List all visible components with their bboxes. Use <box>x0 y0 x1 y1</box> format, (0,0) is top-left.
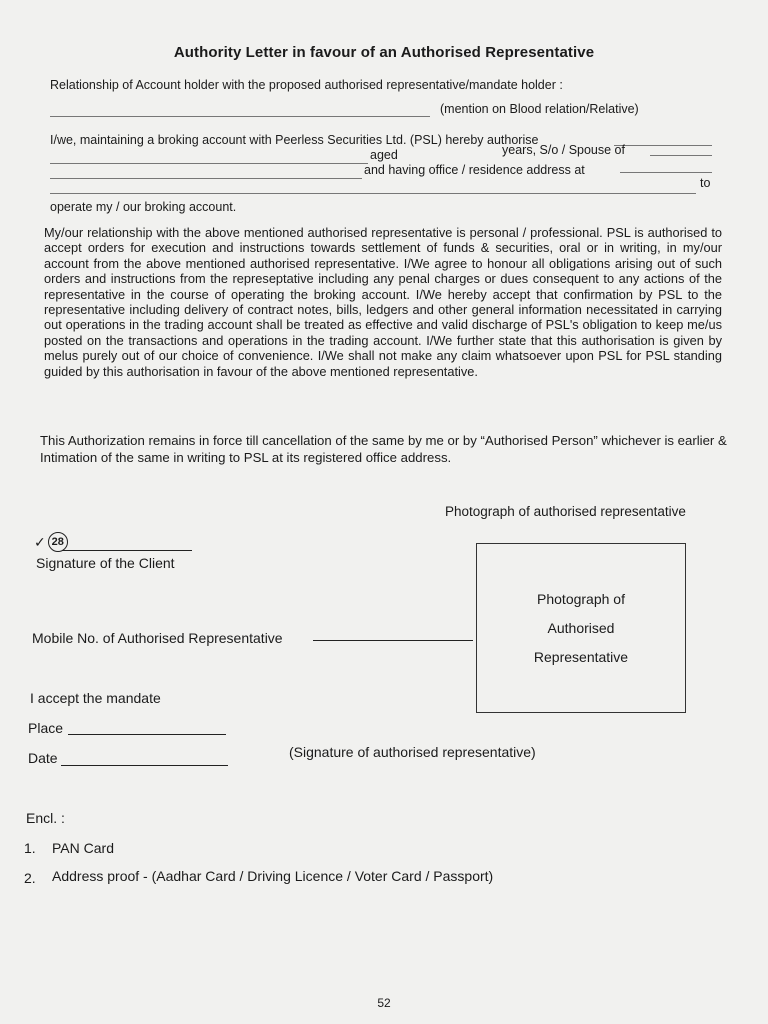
rep-signature-label: (Signature of authorised representative) <box>289 744 536 760</box>
relationship-label: Relationship of Account holder with the proposed authorised representative/mandate holder : <box>50 78 563 92</box>
photo-caption: Photograph of authorised representative <box>445 504 686 519</box>
page-title: Authority Letter in favour of an Authorised Representative <box>173 44 595 61</box>
circled-number: 28 <box>48 532 68 552</box>
accept-mandate-label: I accept the mandate <box>30 690 161 706</box>
office-label: and having office / residence address at <box>364 163 585 177</box>
authorization-paragraph: This Authorization remains in force till cancellation of the same by me or by “Authorised Person” whichever is earlier & Intimation of the same in writing to PSL at its registered office address. <box>40 433 727 465</box>
years-label: years, S/o / Spouse of <box>502 143 625 157</box>
address-fill-line <box>50 193 696 194</box>
photo-placeholder-box <box>476 543 686 713</box>
enclosure-num: 1. <box>24 840 36 856</box>
declaration-line1: I/we, maintaining a broking account with Peerless Securities Ltd. (PSL) hereby authorise <box>50 133 539 147</box>
second-fill-line <box>50 178 362 179</box>
enclosures-heading: Encl. : <box>26 810 65 826</box>
tick-icon: ✓ <box>34 533 46 550</box>
aged-label: aged <box>370 148 398 162</box>
spouse-fill-line <box>650 155 712 156</box>
body-paragraph: My/our relationship with the above mentioned authorised representative is personal / professional. PSL is authorised to accept orders for execution and instructions towards settlement of funds & securities, oral or in writing, in my/our account from the above mentioned authorised representative. I/We agree to honour all obligations arising out of such orders and instructions from the represeptative including any penal charges or dues consequent to any actions of the representative in the course of operating the broking account. I/We hereby accept that confirmation by PSL to the representative including delivery of contract notes, bills, ledgers and other general information necessitated in carrying out operations in the trading account shall be treated as effective and valid discharge of PSL's obligation to keep me/us posted on the transactions and operations in the trading account. I/We further state that this authorisation is given by melus purely out of our choice of convenience. I/We shall not make any claim whatsoever upon PSL for PSL standing guided by this authorisation in favour of the above mentioned representative. <box>44 225 722 379</box>
mobile-fill-line <box>313 640 473 641</box>
to-label: to <box>700 176 711 190</box>
authorise-fill-line <box>614 145 712 146</box>
enclosure-item: Address proof - (Aadhar Card / Driving Licence / Voter Card / Passport) <box>52 868 494 884</box>
enclosure-item: PAN Card <box>52 840 114 856</box>
mobile-label: Mobile No. of Authorised Representative <box>32 630 283 646</box>
photo-box-line1: Photograph of <box>537 590 625 607</box>
operate-label: operate my / our broking account. <box>50 200 237 214</box>
name-fill-line <box>50 163 368 164</box>
handwritten-mark <box>34 532 68 552</box>
date-label: Date <box>28 750 58 766</box>
relationship-fill-line <box>50 116 430 117</box>
relationship-hint: (mention on Blood relation/Relative) <box>440 102 639 116</box>
date-fill-line <box>61 765 228 766</box>
photo-box-line2: Authorised <box>547 619 615 636</box>
photo-box-line3: Representative <box>533 648 629 665</box>
client-signature-line <box>62 550 192 551</box>
office-fill-line <box>620 172 712 173</box>
page-number: 52 <box>377 996 391 1010</box>
client-signature-label: Signature of the Client <box>36 555 175 571</box>
place-fill-line <box>68 734 226 735</box>
place-label: Place <box>28 720 64 736</box>
enclosure-num: 2. <box>24 870 36 886</box>
